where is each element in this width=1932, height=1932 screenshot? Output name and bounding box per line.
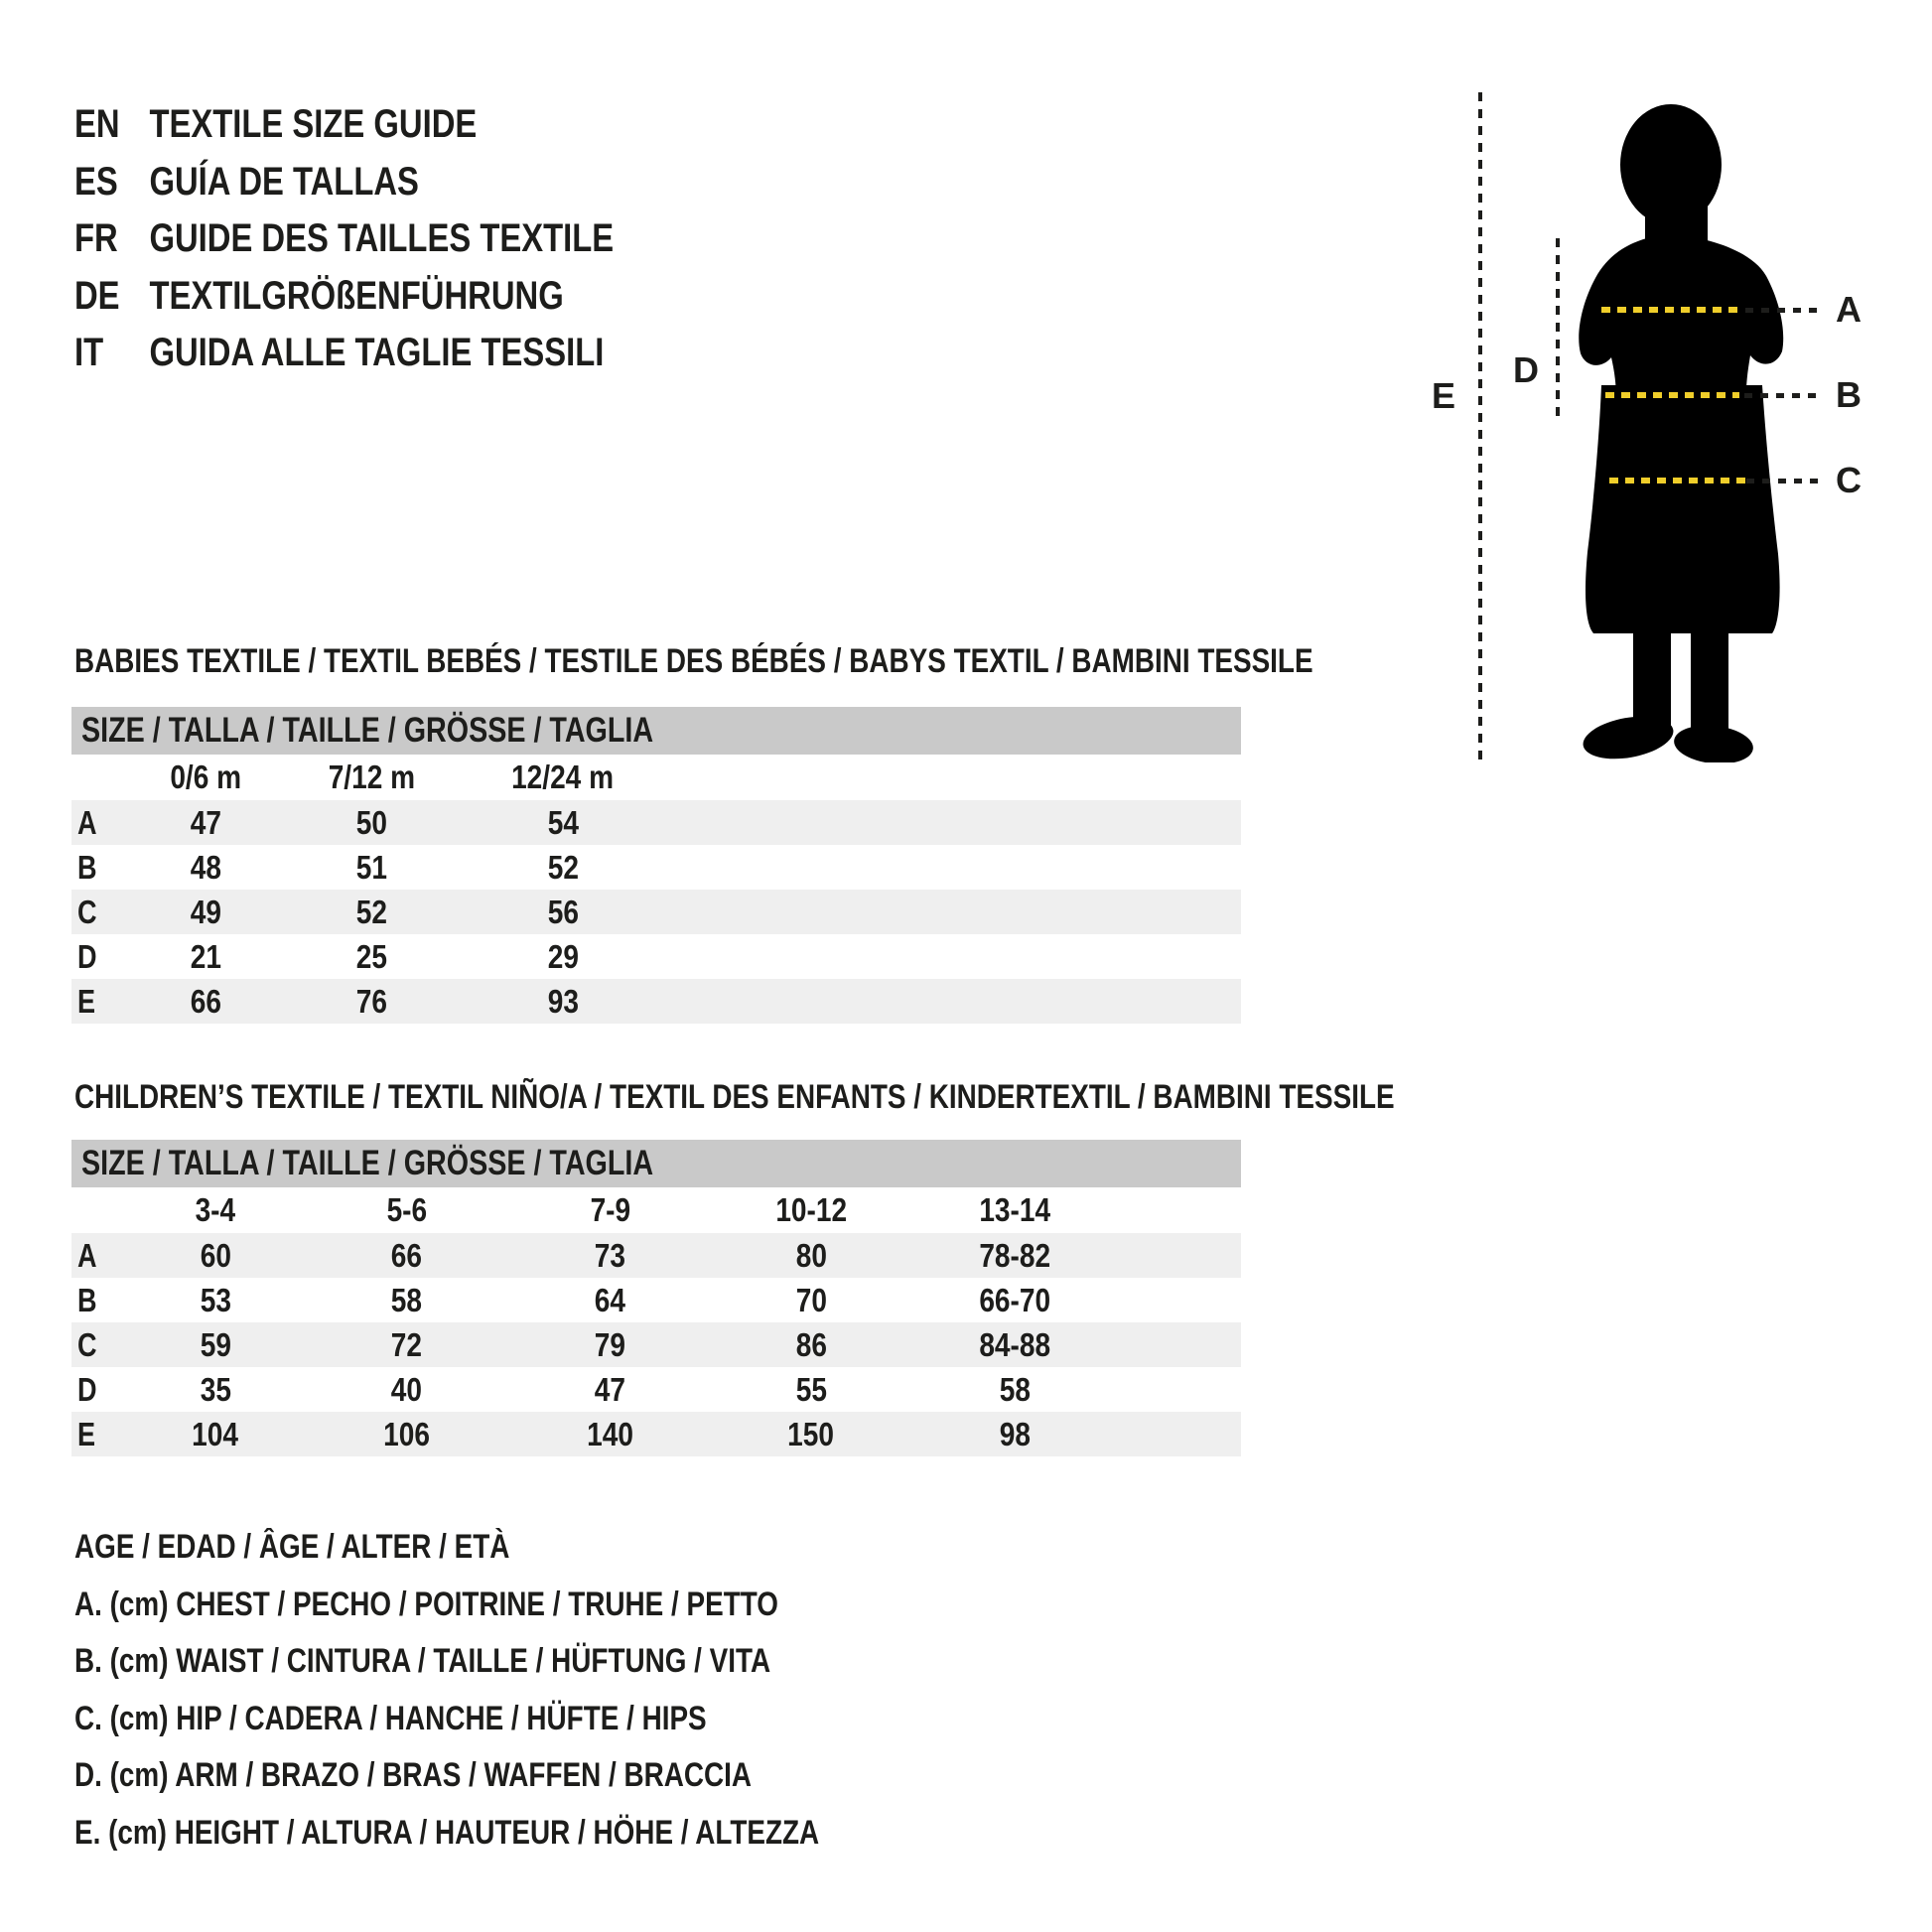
children-col-5-6: 5-6: [386, 1191, 427, 1228]
children-col-13-14: 13-14: [979, 1191, 1050, 1228]
title-fr: GUIDE DES TAILLES TEXTILE: [149, 216, 615, 260]
table-row: C 49 52 56: [71, 890, 1241, 934]
chest-line-yellow: [1601, 307, 1742, 313]
hip-line-yellow: [1609, 478, 1745, 483]
title-it: GUIDA ALLE TAGLIE TESSILI: [149, 331, 605, 374]
table-row: E 104 106 140 150 98: [71, 1412, 1241, 1456]
waist-line-yellow: [1605, 392, 1739, 398]
lang-code-de: DE: [74, 273, 120, 318]
lang-code-es: ES: [74, 159, 118, 204]
waist-line-black: [1744, 393, 1824, 398]
legend-height: E. (cm) HEIGHT / ALTURA / HAUTEUR / HÖHE / ALTEZZA: [74, 1813, 820, 1852]
title-line-en: [74, 96, 732, 154]
legend-arm: D. (cm) ARM / BRAZO / BRAS / WAFFEN / BRACCIA: [74, 1756, 753, 1794]
children-size-table: [71, 1140, 1241, 1456]
children-section-title: CHILDREN’S TEXTILE / TEXTIL NIÑO/A / TEXTIL DES ENFANTS / KINDERTEXTIL / BAMBINI TESSILE: [74, 1078, 1395, 1116]
hip-line-black: [1746, 479, 1825, 483]
title-line-es: [74, 154, 732, 211]
arm-measure-line-d: [1556, 238, 1560, 417]
title-de: TEXTILGRÖßENFÜHRUNG: [149, 273, 564, 318]
table-row: B 53 58 64 70 66-70: [77, 1281, 1050, 1318]
babies-section-title: BABIES TEXTILE / TEXTIL BEBÉS / TESTILE DES BÉBÉS / BABYS TEXTIL / BAMBINI TESSILE: [74, 642, 1313, 680]
babies-column-header-row: [71, 755, 1241, 800]
table-row: A 47 50 54: [71, 800, 1241, 845]
title-en: TEXTILE SIZE GUIDE: [149, 102, 478, 146]
babies-size-table: [71, 707, 1241, 1024]
chest-line-black: [1745, 308, 1825, 313]
table-row: C 59 72 79 86 84-88: [71, 1322, 1241, 1367]
title-line-fr: [74, 210, 732, 268]
marker-label-c: C: [1836, 460, 1862, 500]
marker-label-d: D: [1513, 349, 1539, 390]
children-size-header-bar: SIZE / TALLA / TAILLE / GRÖSSE / TAGLIA: [71, 1140, 1241, 1187]
children-col-7-9: 7-9: [590, 1191, 630, 1228]
legend-age: AGE / EDAD / ÂGE / ALTER / ETÀ: [74, 1528, 510, 1566]
title-line-de: [74, 268, 732, 326]
lang-code-fr: FR: [74, 216, 118, 260]
table-row: A 60 66 73 80 78-82: [71, 1233, 1241, 1278]
language-title-block: [74, 96, 732, 382]
lang-code-en: EN: [74, 102, 120, 146]
babies-col-0-6m: 0/6 m: [170, 759, 241, 795]
babies-col-12-24m: 12/24 m: [511, 759, 615, 795]
lang-code-it: IT: [74, 331, 104, 374]
table-row: B 48 51 52: [77, 848, 579, 886]
child-silhouette-icon: [1572, 87, 1792, 762]
table-row: D 21 25 29: [77, 937, 579, 975]
marker-label-b: B: [1836, 374, 1862, 415]
babies-col-7-12m: 7/12 m: [328, 759, 416, 795]
table-row: D 35 40 47 55 58: [77, 1370, 1031, 1408]
title-line-it: [74, 325, 732, 382]
title-es: GUÍA DE TALLAS: [149, 159, 419, 204]
measurement-legend: [74, 1519, 983, 1862]
children-col-10-12: 10-12: [775, 1191, 847, 1228]
children-column-header-row: [71, 1187, 1241, 1233]
babies-size-header-bar: SIZE / TALLA / TAILLE / GRÖSSE / TAGLIA: [71, 707, 1241, 755]
marker-label-a: A: [1836, 289, 1862, 330]
children-col-3-4: 3-4: [195, 1191, 236, 1228]
legend-chest: A. (cm) CHEST / PECHO / POITRINE / TRUHE / PETTO: [74, 1585, 778, 1623]
table-row: E 66 76 93: [71, 979, 1241, 1024]
legend-waist: B. (cm) WAIST / CINTURA / TAILLE / HÜFTUNG / VITA: [74, 1642, 771, 1680]
marker-label-e: E: [1431, 375, 1455, 416]
legend-hip: C. (cm) HIP / CADERA / HANCHE / HÜFTE / HIPS: [74, 1699, 707, 1737]
